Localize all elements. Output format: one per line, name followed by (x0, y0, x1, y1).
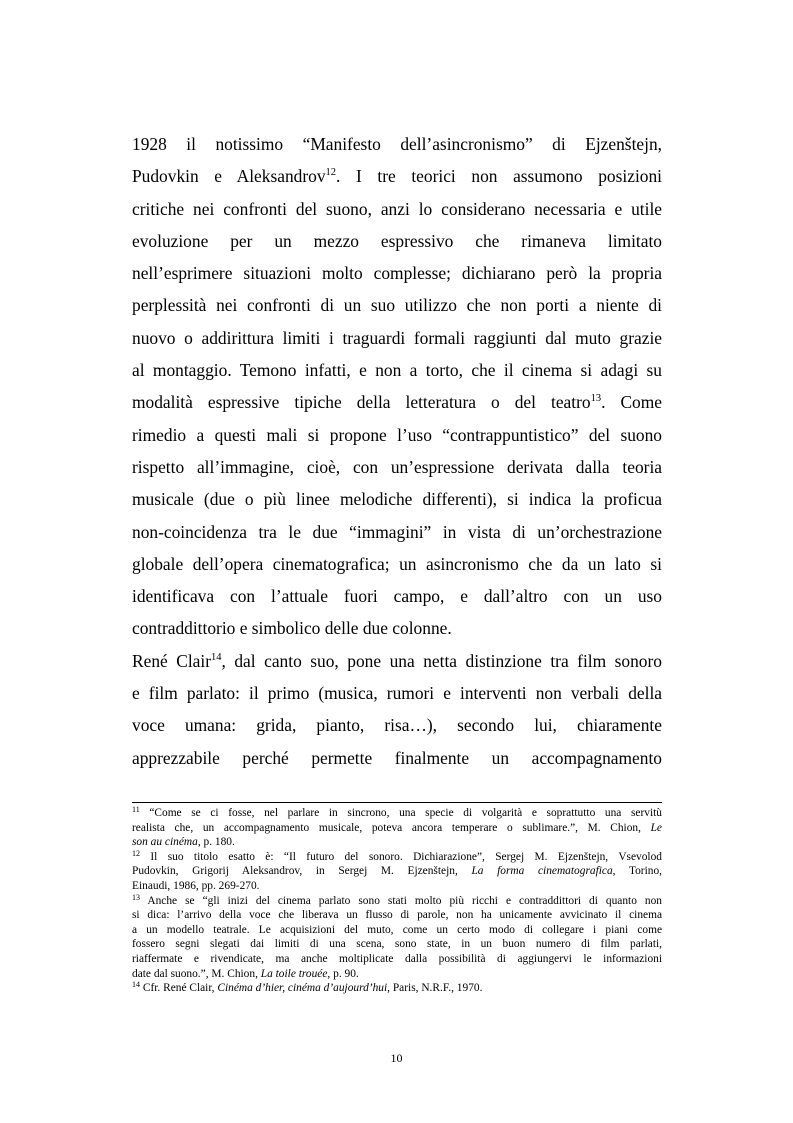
body-line: evoluzione per un mezzo espressivo che rimaneva limitato (132, 230, 662, 251)
body-line: Pudovkin e Aleksandrov$^{12}$. I tre teorici non assumono posizioni (132, 166, 662, 187)
footnote-13: $^{13}$ Anche se “gli inizi del cinema parlato sono stati molto più ricchi e contraddittori di quanto non (132, 892, 662, 907)
body-text (132, 128, 662, 774)
body-line: non-coincidenza tra le due “immagini” in vista di un’orchestrazione (132, 521, 662, 542)
footnote-line: fossero segni slegati dai limiti di una scena, sono state, in un buon numero di film parlati, (132, 938, 662, 951)
footnote-line: date dal suono.”, M. Chion, La toile trouée, p. 90. (132, 967, 359, 980)
body-line: critiche nei confronti del suono, anzi lo considerano necessaria e utile (132, 198, 662, 219)
body-line: nell’esprimere situazioni molto complesse; dichiarano però la propria (132, 263, 662, 284)
footnote-line: Einaudi, 1986, pp. 269-270. (132, 879, 260, 892)
body-line: e film parlato: il primo (musica, rumori e interventi non verbali della (132, 683, 662, 704)
footnote-ref-14: 14 (211, 651, 222, 663)
page-number: 10 (390, 1051, 403, 1065)
footnotes (132, 806, 662, 996)
body-line: al montaggio. Temono infatti, e non a torto, che il cinema si adagi su (132, 360, 662, 381)
body-line: rispetto all’immagine, cioè, con un’espressione derivata dalla teoria (132, 456, 662, 477)
body-line: identificava con l’attuale fuori campo, e dall’altro con un uso (132, 586, 662, 607)
body-line: voce umana: grida, pianto, risa…), secondo lui, chiaramente (132, 715, 662, 736)
footnote-ref-12: 12 (325, 167, 337, 179)
footnote-separator (132, 802, 662, 803)
footnote-14: $^{14}$ Cfr. René Clair, Cinéma d’hier, cinéma d’aujourd’hui, Paris, N.R.F., 1970. (132, 980, 483, 995)
body-line: nuovo o addirittura limiti i traguardi formali raggiunti dal muto grazie (132, 327, 662, 348)
body-line: René Clair$^{14}$, dal canto suo, pone una netta distinzione tra film sonoro (132, 650, 662, 671)
footnote-line: Pudovkin, Grigorij Aleksandrov, in Sergej M. Ejzenštejn, La forma cinematografica, Torino, (132, 865, 662, 878)
body-line: globale dell’opera cinematografica; un asincronismo che da un lato si (132, 553, 662, 574)
footnote-line: a un modello teatrale. Le acquisizioni del muto, come un certo modo di collegare i piani come (132, 923, 662, 936)
footnote-line: si dica: l’arrivo della voce che liberava un flusso di parole, non ha unicamente avvicinato il cinema (132, 909, 662, 922)
body-line: perplessità nei confronti di un suo utilizzo che non porti a niente di (132, 295, 662, 316)
footnote-ref-13: 13 (590, 393, 602, 405)
footnote-line: son au cinéma, p. 180. (132, 836, 235, 849)
body-line: 1928 il notissimo “Manifesto dell’asincronismo” di Ejzenštejn, (132, 134, 662, 154)
body-line: rimedio a questi mali si propone l’uso “contrappuntistico” del suono (132, 424, 662, 445)
body-line: musicale (due o più linee melodiche differenti), si indica la proficua (132, 489, 662, 510)
footnote-12: $^{12}$ Il suo titolo esatto è: “Il futuro del sonoro. Dichiarazione”, Sergej M. Ejzenštejn, Vsevolod (132, 848, 662, 863)
body-line: modalità espressive tipiche della letteratura o del teatro$^{13}$. Come (132, 392, 662, 413)
footnote-line: riaffermate e rivendicate, ma anche moltiplicate dalla possibilità di aggiungervi le informazioni (132, 952, 662, 965)
footnote-11: $^{11}$ “Come se ci fosse, nel parlare in sincrono, una specie di volgarità e soprattutto una servitù (132, 805, 662, 819)
body-line: apprezzabile perché permette finalmente un accompagnamento (132, 747, 662, 768)
body-line: contraddittorio e simbolico delle due colonne. (132, 618, 452, 639)
footnote-line: realista che, un accompagnamento musicale, poteva ancora temperare o sublimare.”, M. Chion, Le (132, 821, 662, 834)
